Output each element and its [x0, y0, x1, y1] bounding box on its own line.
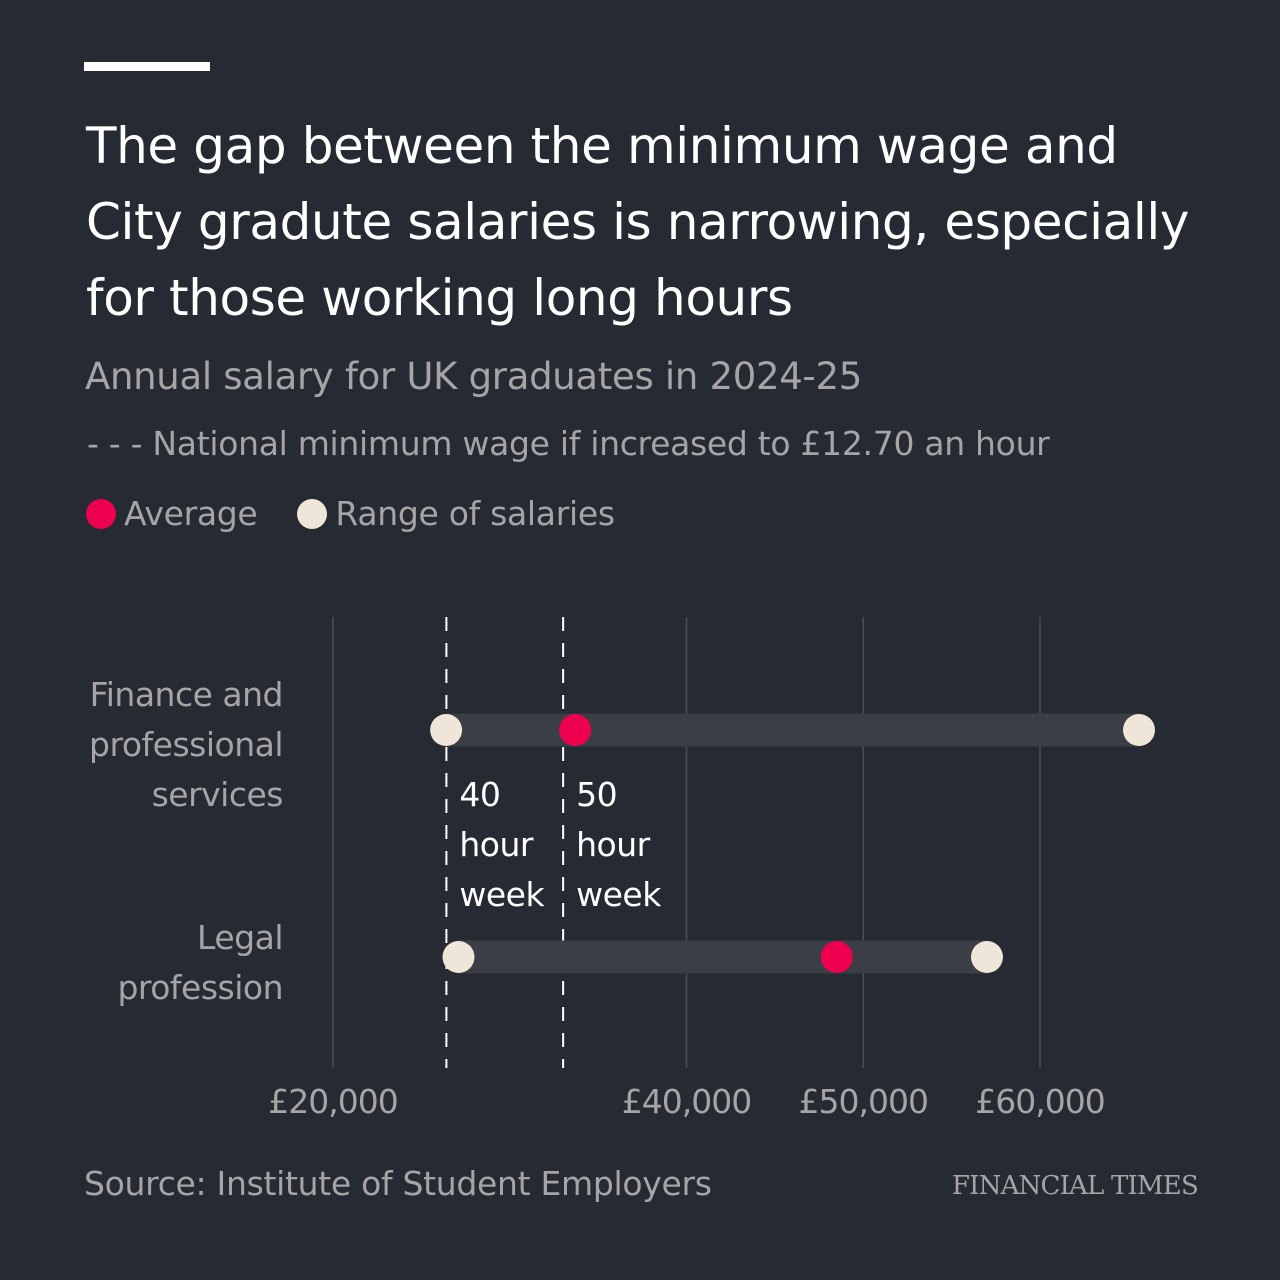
reference-label-1-0: 50 — [576, 775, 618, 814]
reference-label-1-1: hour — [576, 825, 650, 864]
source-note: Source: Institute of Student Employers — [84, 1164, 712, 1203]
range-min-dot-0 — [430, 714, 462, 746]
category-label-0-1: professional — [89, 725, 283, 764]
category-label-1-1: profession — [117, 968, 283, 1007]
category-label-1-0: Legal — [197, 918, 283, 957]
legend-label-range: Range of salaries — [335, 494, 615, 533]
category-label-0-0: Finance and — [89, 675, 283, 714]
average-dot-1 — [821, 941, 853, 973]
publisher-brand: FINANCIAL TIMES — [951, 1171, 1198, 1201]
legend-label-average: Average — [124, 494, 258, 533]
reference-label-0-2: week — [459, 875, 545, 914]
x-tick-label-3: £60,000 — [975, 1082, 1105, 1121]
dashed-line-key: - - - — [87, 424, 143, 463]
x-tick-label-2: £50,000 — [798, 1082, 928, 1121]
range-max-dot-0 — [1123, 714, 1155, 746]
min-wage-legend-label: National minimum wage if increased to £12.70 an hour — [152, 424, 1050, 463]
category-label-0-2: services — [151, 775, 283, 814]
chart-subtitle: Annual salary for UK graduates in 2024-25 — [85, 355, 862, 398]
reference-label-0-0: 40 — [459, 775, 501, 814]
x-tick-label-0: £20,000 — [268, 1082, 398, 1121]
average-dot-0 — [559, 714, 591, 746]
range-min-dot-1 — [442, 941, 474, 973]
x-tick-label-1: £40,000 — [621, 1082, 752, 1121]
reference-label-1-2: week — [576, 875, 661, 914]
chart-title: The gap between the minimum wage and City gradute salaries is narrowing, especially for those working long hours — [86, 117, 1190, 327]
range-max-dot-1 — [971, 941, 1003, 973]
reference-label-0-1: hour — [459, 825, 533, 864]
